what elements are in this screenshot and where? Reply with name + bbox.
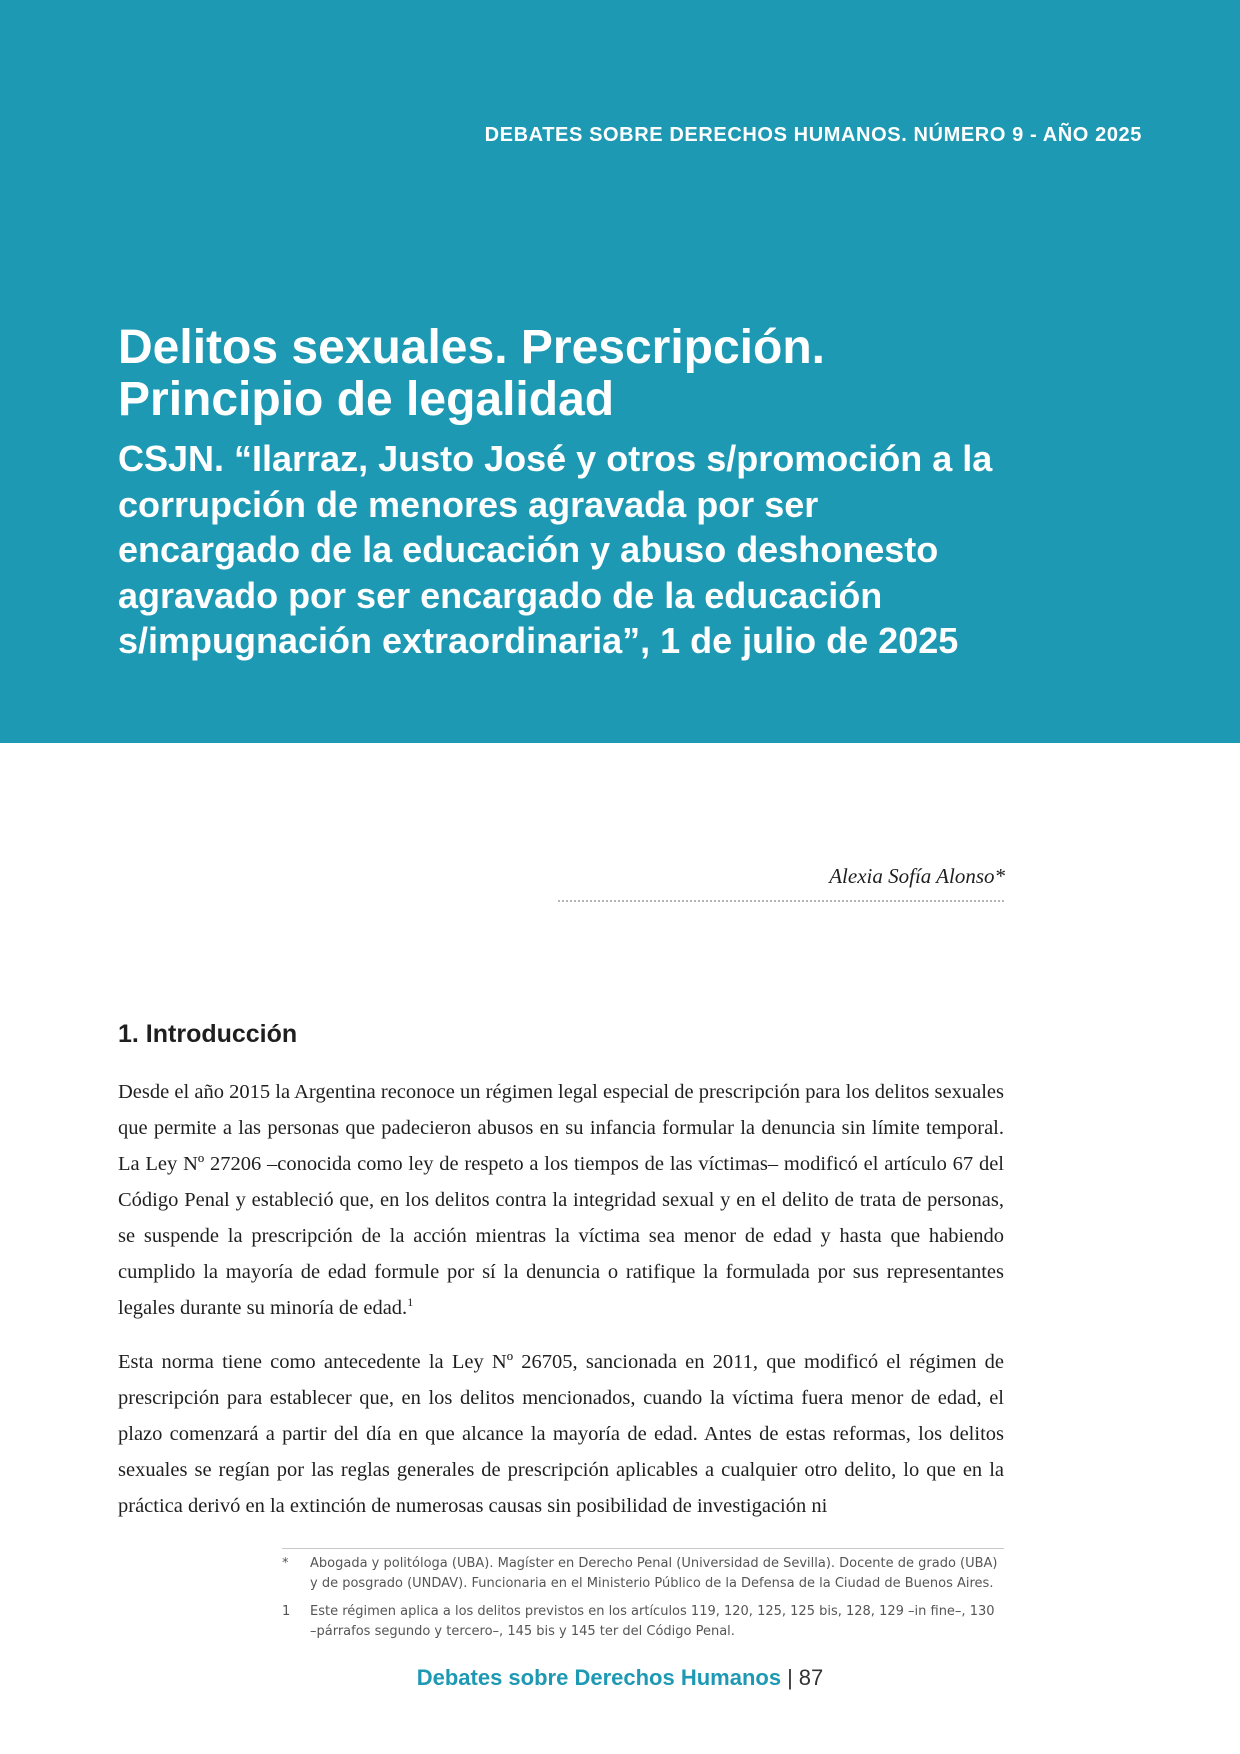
author-name: Alexia Sofía Alonso — [829, 864, 995, 888]
title-block — [118, 322, 1018, 664]
footer-separator: | — [787, 1665, 793, 1690]
paragraph-2-text: Esta norma tiene como antecedente la Ley Nº 26705, sancionada en 2011, que modificó el régimen de prescripción para establecer que, en los delitos mencionados, cuando la víctima fuera menor de edad, el plazo comenzará a partir del día en que alcance la mayoría de edad. Antes de estas reformas, los delitos sexuales se regían por las reglas generales de prescripción aplicables a cualquier otro delito, lo que en la práctica derivó en la extinción de numerosas causas sin posibilidad de investigación ni — [118, 1351, 1004, 1517]
title-line-1: Delitos sexuales. Prescripción. — [118, 321, 825, 374]
body-text — [118, 1074, 1004, 1542]
section-heading: 1. Introducción — [118, 1020, 298, 1048]
footnote-ref-1[interactable]: 1 — [407, 1295, 414, 1310]
footnotes — [282, 1554, 1004, 1650]
paragraph-1-text: Desde el año 2015 la Argentina reconoce un régimen legal especial de prescripción para los delitos sexuales que permite a las personas que padecieron abusos en su infancia formular la denuncia sin límite temporal. La Ley Nº 27206 –conocida como ley de respeto a los tiempos de las víctimas– modificó el artículo 67 del Código Penal y estableció que, en los delitos contra la integridad sexual y en el delito de trata de personas, se suspende la prescripción de la acción mientras la víctima sea menor de edad y hasta que habiendo cumplido la mayoría de edad formule por sí la denuncia o ratifique la formulada por sus representantes legales durante su minoría de edad. — [118, 1081, 1004, 1319]
footer-journal-name: Debates sobre Derechos Humanos — [416, 1665, 782, 1690]
footnote-mark: * — [282, 1556, 289, 1571]
running-head: DEBATES SOBRE DERECHOS HUMANOS. NÚMERO 9 - AÑO 2025 — [484, 124, 1142, 146]
page-number: 87 — [798, 1665, 824, 1690]
footnote-text: Abogada y politóloga (UBA). Magíster en Derecho Penal (Universidad de Sevilla). Docente de grado (UBA) y de posgrado (UNDAV). Funcionaria en el Ministerio Público de la Defensa de la Ciudad de Buenos Aires. — [310, 1556, 998, 1591]
paragraph-2 — [118, 1344, 1004, 1524]
author-byline — [829, 864, 1005, 889]
footnote-author — [282, 1554, 1004, 1594]
article-title — [118, 322, 1018, 426]
footnote-1 — [282, 1602, 1004, 1642]
page-footer — [0, 1665, 1240, 1691]
paragraph-1 — [118, 1074, 1004, 1326]
author-dotted-rule — [558, 900, 1004, 902]
title-line-2: Principio de legalidad — [118, 373, 615, 426]
footnote-text: Este régimen aplica a los delitos previstos en los artículos 119, 120, 125, 125 bis, 128, 129 –in fine–, 130 –párrafos segundo y tercero–, 145 bis y 145 ter del Código Penal. — [310, 1604, 995, 1639]
footnote-mark: 1 — [282, 1604, 291, 1619]
article-subtitle: CSJN. “Ilarraz, Justo José y otros s/promoción a la corrupción de menores agravada por ser encargado de la educación y abuso deshonesto agravado por ser encargado de la educación s/impugnación extraordinaria”, 1 de julio de 2025 — [118, 438, 993, 661]
author-footnote-mark: * — [994, 864, 1005, 888]
footnote-divider — [282, 1548, 1004, 1549]
